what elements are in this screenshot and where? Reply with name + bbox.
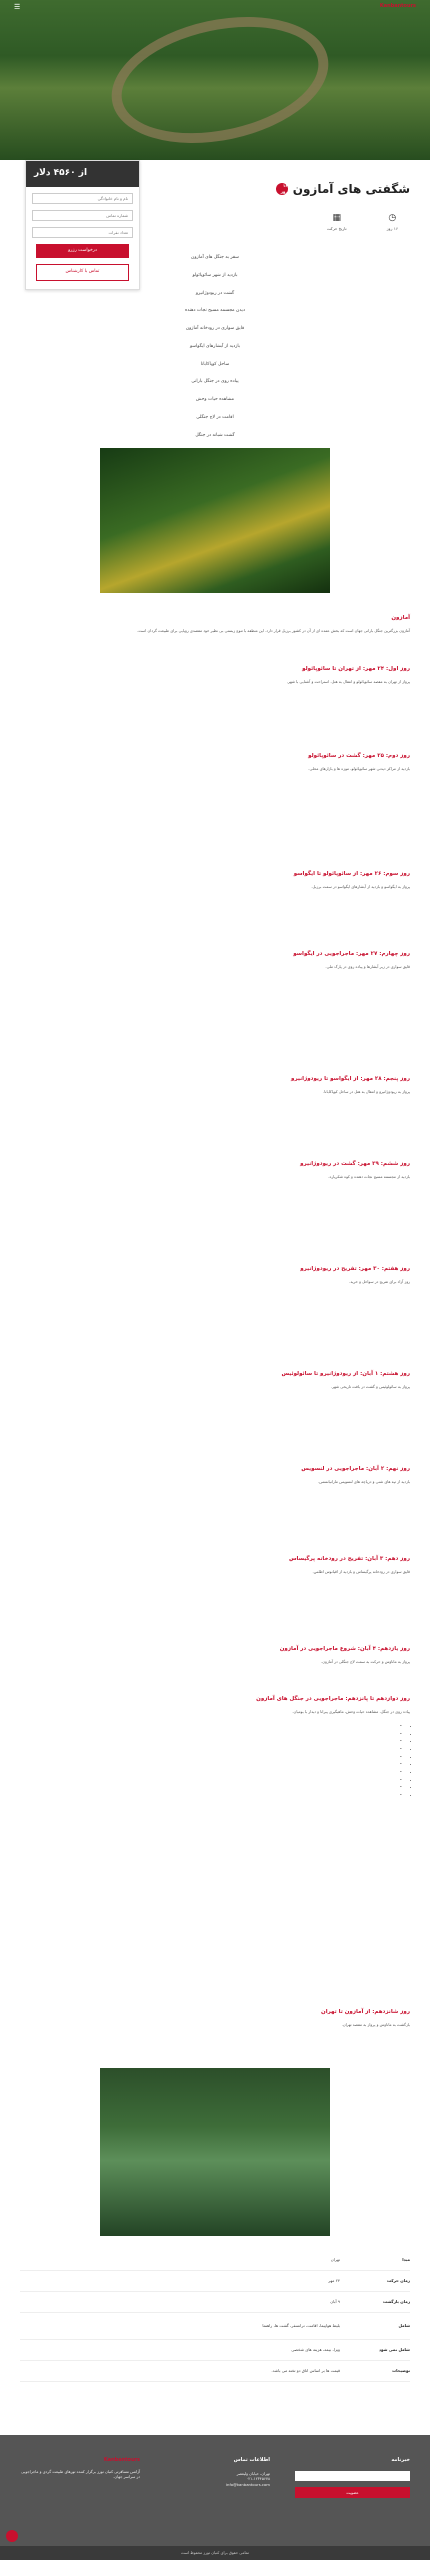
- day-text: پرواز به ریودوژانیرو و انتقال به هتل در ساحل کوپاکابانا.: [323, 1089, 410, 1095]
- footer: [0, 2435, 430, 2560]
- page-title: شگفتی های آمازون: [292, 182, 410, 196]
- highlight-item: قایق سواری در رودخانه آمازون: [185, 326, 245, 331]
- contact-line: تهران، خیابان ولیعصر: [236, 2470, 270, 2476]
- day-text: قایق سواری در رودخانه پرگیساس و بازدید از اقیانوس اطلس.: [312, 1569, 410, 1575]
- title-section: [150, 180, 410, 232]
- info-row: شامل نمی شود ویزا، بیمه، هزینه های شخصی: [20, 2340, 410, 2361]
- day-title: روز دوم: ۲۵ مهر: گشت در سائوپائولو: [308, 753, 410, 759]
- day-6: [20, 1160, 410, 1188]
- day-title: روز دوازدهم تا پانزدهم: ماجراجویی در جنگل های آمازون: [256, 1696, 410, 1702]
- day-5: [20, 1075, 410, 1103]
- highlight-item: بازدید از آبشارهای ایگواسو: [189, 343, 241, 349]
- newsletter: [295, 2457, 410, 2498]
- subscribe-button[interactable]: عضویت: [295, 2487, 410, 2499]
- day-11: [20, 1645, 410, 1673]
- top-bar: [0, 0, 430, 14]
- forest-photo: [100, 448, 330, 593]
- intro-text: آمازون بزرگترین جنگل بارانی جهان است که بخش عمده ای از آن در کشور برزیل قرار دارد. این منطقه با تنوع زیستی بی نظیر خود مقصدی رویایی برای طبیعت گردان است.: [137, 628, 410, 634]
- river-graphic: [100, 0, 340, 160]
- brand-logo[interactable]: Kanbantours: [379, 3, 416, 10]
- intro-heading: آمازون: [391, 615, 410, 621]
- day-text: پرواز از تهران به مقصد سائوپائولو و انتقال به هتل. استراحت و آشنایی با شهر.: [286, 679, 410, 685]
- day-title: روز یازدهم: ۴ آبان: شروع ماجراجویی در آمازون: [279, 1646, 410, 1652]
- day-title: روز ششم: ۲۹ مهر: گشت در ریودوژانیرو: [300, 1161, 410, 1167]
- day-13: [20, 2008, 410, 2036]
- day-text: قایق سواری در زیر آبشارها و پیاده روی در پارک ملی.: [325, 964, 410, 970]
- tour-info-table: [20, 2250, 410, 2382]
- highlight-item: گشت در ریودوژانیرو: [195, 290, 235, 296]
- date-meta: ▦ تاریخ حرکت: [326, 213, 347, 231]
- copyright-bar: تمامی حقوق برای کنبان تورز محفوظ است: [0, 2546, 430, 2560]
- menu-icon[interactable]: ☰: [14, 2, 21, 11]
- day-title: روز پنجم: ۲۸ مهر: از ایگواسو تا ریودوژانیرو: [291, 1076, 410, 1082]
- highlights-list: [70, 255, 360, 468]
- day-text: پرواز به سائولوئیس و گشت در بافت تاریخی شهر.: [330, 1384, 410, 1390]
- highlight-item: دیدن مجسمه مسیح نجات دهنده: [185, 308, 245, 314]
- hero-banner: [0, 0, 430, 160]
- day-title: روز نهم: ۲ آبان: ماجراجویی در لنسویس: [301, 1466, 410, 1472]
- contact-line[interactable]: ۰۲۱-۱۲۳۴۵۶۷۸: [246, 2476, 270, 2482]
- highlight-item: بازدید از شهر سائوپائولو: [192, 272, 238, 278]
- highlight-item: سفر به جنگل های آمازون: [191, 255, 239, 260]
- chat-icon[interactable]: [6, 2530, 18, 2542]
- duration-badge: ۱۶ روز: [276, 183, 288, 195]
- river-photo: [100, 2068, 330, 2236]
- footer-about: [20, 2457, 140, 2480]
- about-text: آژانس مسافرتی کنبان تورز برگزار کننده تورهای طبیعت گردی و ماجراجویی در سراسر جهان.: [21, 2468, 140, 2480]
- day-9: [20, 1465, 410, 1493]
- day-text: بازگشت به ماناوس و پرواز به مقصد تهران.: [341, 2022, 410, 2028]
- newsletter-input[interactable]: [295, 2471, 410, 2481]
- activity-list: • • • • • • • • • • • • • • • • • • • •: [20, 1723, 410, 1798]
- day-title: روز هشتم: ۱ آبان: از ریودوژانیرو تا سائولوئیس: [281, 1371, 410, 1377]
- day-10: [20, 1555, 410, 1583]
- highlight-item: ساحل کوپاکابانا: [200, 361, 230, 367]
- info-row: مبدا تهران: [20, 2250, 410, 2271]
- day-text: پرواز به ماناوس و حرکت به سمت لاج جنگلی در آمازون.: [321, 1659, 410, 1665]
- price-header: از ۴۵۶۰ دلار: [26, 161, 139, 187]
- day-text: بازدید از مجسمه مسیح نجات دهنده و کوه شکرپاره.: [328, 1174, 410, 1180]
- day-1: [20, 665, 410, 693]
- contact-info: [160, 2457, 270, 2488]
- day-7: [20, 1265, 410, 1293]
- newsletter-title: خبرنامه: [391, 2457, 410, 2463]
- day-3: [20, 870, 410, 898]
- contact-button[interactable]: تماس با کارشناس: [36, 264, 129, 281]
- day-8: [20, 1370, 410, 1398]
- guests-field[interactable]: تعداد نفرات: [32, 227, 133, 238]
- info-row: توضیحات قیمت ها بر اساس اتاق دو تخته می باشد.: [20, 2361, 410, 2382]
- day-text: پرواز به ایگواسو و بازدید از آبشارهای ایگواسو در سمت برزیل.: [311, 884, 410, 890]
- day-text: روز آزاد برای تفریح در سواحل و خرید.: [349, 1279, 410, 1285]
- contact-title: اطلاعات تماس: [233, 2457, 270, 2463]
- highlight-item: اقامت در لاج جنگلی: [196, 414, 234, 420]
- day-text: پیاده روی در جنگل، مشاهده حیات وحش، ماهیگیری پیرانا و دیدار با بومیان.: [292, 1709, 410, 1715]
- info-row: زمان حرکت ۲۴ مهر: [20, 2271, 410, 2292]
- day-12: [20, 1695, 410, 1806]
- day-title: روز سوم: ۲۶ مهر: از سائوپائولو تا ایگواسو: [293, 871, 410, 877]
- duration-meta: ◷ ۱۶ روز: [386, 213, 398, 231]
- intro-section: [20, 614, 410, 642]
- footer-logo[interactable]: Kanbantours: [103, 2457, 140, 2463]
- calendar-icon: ▦: [332, 213, 341, 223]
- book-button[interactable]: درخواست رزرو: [36, 244, 129, 259]
- info-row: زمان بازگشت ۹ آبان: [20, 2292, 410, 2313]
- clock-icon: ◷: [388, 213, 397, 223]
- day-title: روز هفتم: ۳۰ مهر: تفریح در ریودوژانیرو: [300, 1266, 410, 1272]
- day-title: روز چهارم: ۲۷ مهر: ماجراجویی در ایگواسو: [293, 951, 410, 957]
- day-2: [20, 752, 410, 780]
- phone-field[interactable]: شماره تماس: [32, 210, 133, 221]
- day-4: [20, 950, 410, 978]
- name-field[interactable]: نام و نام خانوادگی: [32, 193, 133, 204]
- day-text: بازدید از مراکز دیدنی شهر سائوپائولو، موزه ها و بازارهای محلی.: [308, 766, 410, 772]
- day-text: بازدید از تپه های شنی و دریاچه های لنسویس مارانیانسس.: [318, 1479, 410, 1485]
- highlight-item: گشت شبانه در جنگل: [195, 432, 235, 438]
- contact-line[interactable]: info@kanbantours.com: [226, 2481, 270, 2487]
- highlight-item: پیاده روی در جنگل بارانی: [191, 379, 239, 385]
- day-title: روز دهم: ۳ آبان: تفریح در رودخانه پرگیساس: [288, 1556, 410, 1562]
- day-title: روز اول: ۲۴ مهر: از تهران تا سائوپائولو: [302, 666, 410, 672]
- info-row: شامل بلیط هواپیما، اقامت، ترانسفر، گشت ها، راهنما: [20, 2313, 410, 2340]
- highlight-item: مشاهده حیات وحش: [195, 397, 235, 402]
- day-title: روز شانزدهم: از آمازون تا تهران: [321, 2009, 410, 2015]
